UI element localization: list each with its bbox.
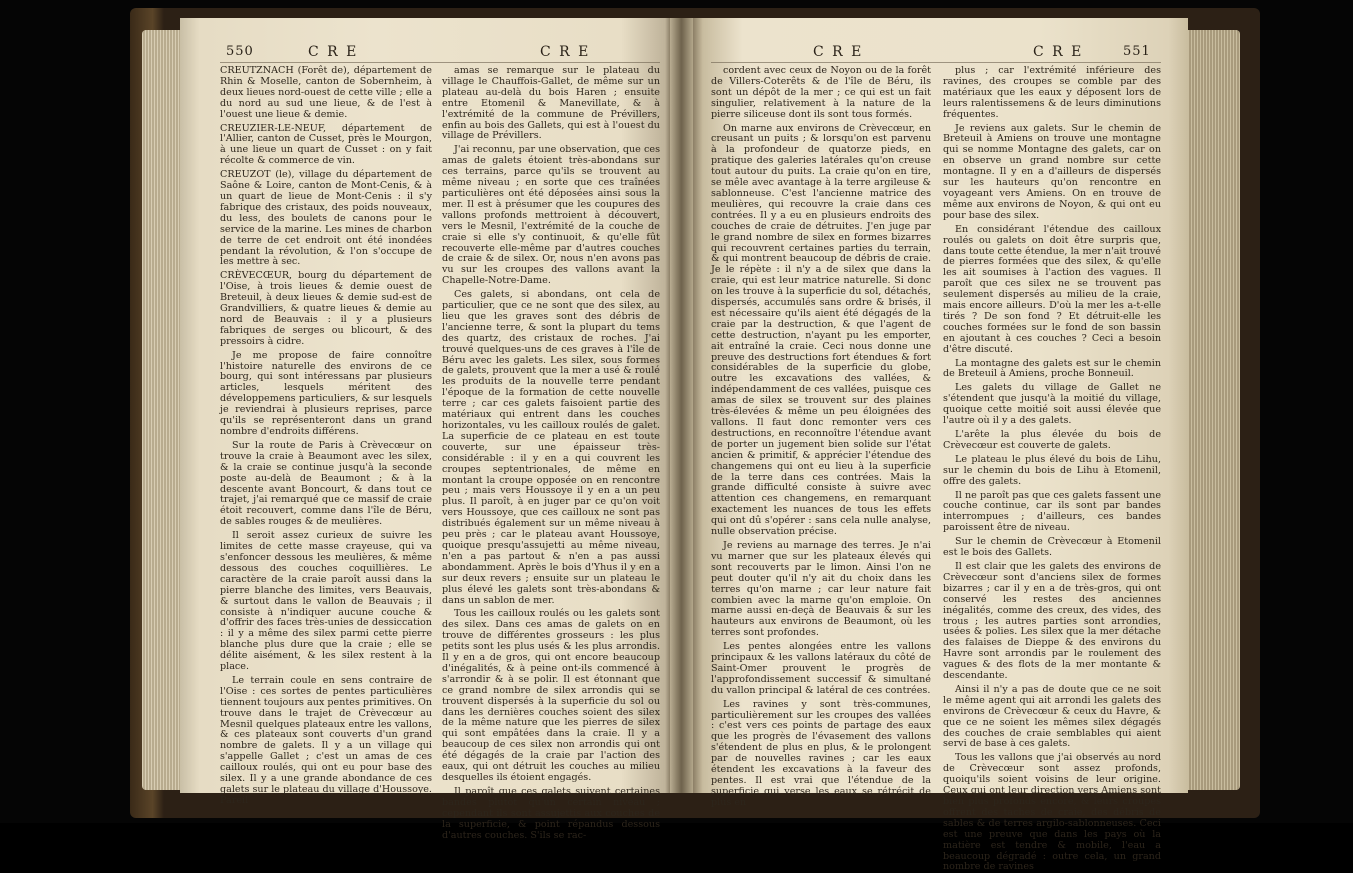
running-head-left-col1: C R E: [308, 44, 359, 60]
paragraph: J'ai reconnu, par une observation, que ces amas de galets étoient très-abondans sur ces terrains, parce qu'ils se trouvent au même niveau ; en sorte que ces traînées particulières ont été déposées ainsi sous la mer. Il est à présumer que les coupures des vallons profonds mettroient à découvert, vers le Mesnil, l'extrémité de la couche de craie si elle s'y continuoit, & qu'elle fût recouverte elle-même par d'autres couches de craie & de silex. Or, nous n'en avons pas vu sur les croupes des vallons avant la Chapelle-Notre-Dame.: [442, 144, 660, 287]
paragraph: Je reviens aux galets. Sur le chemin de Breteuil à Amiens on trouve une montagne qui se nomme Montagne des galets, car on en observe un grand nombre sur cette montagne. Il y en a d'ailleurs de dispersés sur les hauteurs qu'on rencontre en voyageant vers Amiens. On en trouve de même aux environs de Noyon, & qui ont eu pour base des silex.: [943, 122, 1161, 221]
paragraph: La montagne des galets est sur le chemin de Breteuil à Amiens, proche Bonneuil.: [943, 357, 1161, 380]
paragraph: Tous les cailloux roulés ou les galets sont des silex. Dans ces amas de galets on en trouve de différentes grosseurs : les plus petits sont les plus usés & les plus arrondis. Il y en a de gros, qui ont encore beaucoup d'inégalités, & à peine ont-ils commencé à s'arrondir & à se polir. Il est étonnant que ce grand nombre de silex arrondis qui se trouvent dispersés à la superficie du sol ou dans les dernières couches soient des silex de la même nature que les pierres de silex qui sont empâtées dans la craie. Il y a beaucoup de ces silex non arrondis qui ont été dégagés de la craie par l'action des eaux, qui ont détruit les couches au milieu desquelles ils étoient engagés.: [442, 608, 660, 783]
left-page-edges: [142, 30, 180, 790]
running-head-left-col2: C R E: [540, 44, 591, 60]
paragraph: cordent avec ceux de Noyon ou de la forêt de Villers-Coterêts & de l'île de Béru, ils sont un dépôt de la mer ; ce qui est un fait singulier, relativement à la nature de la pierre siliceuse dont ils sont tous formés.: [711, 65, 931, 120]
paragraph: Les ravines y sont très-communes, particulièrement sur les croupes des vallées : c'est vers ces points de partage des eaux que les progrès de l'évasement des vallons s'étendent de plus en plus, & le prolongent par de nouvelles ravines ; car les eaux étendent les excavations à la faveur des pentes. Il est vrai que l'étendue de la superficie qui verse les eaux se rétrécit de plus en: [711, 698, 931, 808]
right-page-column-1: [711, 65, 931, 808]
paragraph: Je me propose de faire connoître l'histoire naturelle des environs de ce bourg, qui sont intéressans par plusieurs articles, lesquels méritent des développemens particuliers, & sur lesquels je reviendrai à plusieurs reprises, parce qu'ils se représenteront dans un grand nombre d'endroits différens.: [220, 349, 432, 437]
paragraph: CREUZIER-LE-NEUF, département de l'Allier, canton de Cusset, près le Mourgon, à une lieue un quart de Cusset : on y fait récolte & commerce de vin.: [220, 122, 432, 167]
running-head-right-col2: C R E: [1033, 44, 1084, 60]
page-number-left: 550: [226, 44, 254, 59]
right-page-column-2: [943, 65, 1161, 873]
header-rule: [220, 62, 660, 63]
paragraph: Le plateau le plus élevé du bois de Lihu, sur le chemin du bois de Lihu à Etomenil, offre des galets.: [943, 453, 1161, 487]
header-rule: [711, 62, 1161, 63]
right-page: [693, 18, 1188, 873]
paragraph: Il est clair que les galets des environs de Crèvecœur sont d'anciens silex de formes bizarres ; car il y en a de très-gros, qui ont conservé les restes des anciennes inégalités, comme des creux, des vides, des trous ; les autres parties sont arrondies, usées & polies. Les silex que la mer détache des falaises de Dieppe & des environs du Havre sont arrondis par le roulement des vagues & des flots de la mer montante & descendante.: [943, 560, 1161, 682]
paragraph: CRÈVECŒUR, bourg du département de l'Oise, à trois lieues & demie ouest de Breteuil, à deux lieues & demie sud-est de Grandvilliers, & quatre lieues & demie au nord de Beauvais : il y a plusieurs fabriques de serges ou blicourt, & des pressoirs à cidre.: [220, 270, 432, 347]
paragraph: amas se remarque sur le plateau du village le Chauffois-Gallet, de même sur un plateau au-delà du bois Haren ; ensuite entre Etomenil & Manevillate, & à l'extrémité de la commune de Prévillers, enfin au bois des Gallets, qui est à l'ouest du village de Prévillers.: [442, 65, 660, 142]
paragraph: Ainsi il n'y a pas de doute que ce ne soit le même agent qui ait arrondi les galets des environs de Crèvecœur & ceux du Havre, & que ce ne soient les mêmes silex dégagés des couches de craie semblables qui aient servi de base à ces galets.: [943, 683, 1161, 750]
paragraph: En considérant l'étendue des cailloux roulés ou galets on doit être surpris que, dans toute cette étendue, la mer n'ait trouvé de pierres formées que des silex, & qu'elle les ait soumises à l'action des vagues. Il paroît que ces silex ne se trouvent pas seulement dispersés au milieu de la craie, mais encore ailleurs. D'où la mer les a-t-elle tirés ? De son fond ? Et détruit-elle les couches formées sur le fond de son bassin en ajoutant à ces couches ? Ceci a besoin d'être discuté.: [943, 223, 1161, 355]
left-page: [180, 18, 670, 841]
paragraph: Il seroit assez curieux de suivre les limites de cette masse crayeuse, qui va s'enfoncer dessous les meulières, & même dessous des couches coquillières. Le caractère de la craie paroît aussi dans la pierre blanche des limites, vers Beauvais, & surtout dans le vallon de Beauvais ; il consiste à n'indiquer aucune couche & d'offrir des faces très-unies de dessiccation : il y a même des silex parmi cette pierre blanche plus dure que la craie ; elle se délite aisément, & les silex restent à la place.: [220, 530, 432, 673]
paragraph: Le terrain coule en sens contraire de l'Oise : ces sortes de pentes particulières tiennent toujours aux pentes primitives. On trouve dans le trajet de Crèvecœur au Mesnil quelques plateaux entre les vallons, & ces plateaux sont couverts d'un grand nombre de galets. Il y a un village qui s'appelle Gallet ; c'est un amas de ces cailloux roulés, qui ont eu pour base des silex. Il y a une grande abondance de ces galets sur le plateau du village d'Houssoye. Pareil: [220, 674, 432, 806]
paragraph: Il paroît que ces galets suivent certaines bandes plutôt qu'un certain niveau ; cependant ils sont assujettis aux couches de la superficie, & point répandus dessous d'autres couches. S'ils se rac-: [442, 785, 660, 841]
book-gutter: [670, 18, 693, 793]
paragraph: plus ; car l'extrémité inférieure des ravines, des croupes se comble par des matériaux que les eaux y déposent lors de leurs ralentissemens & de leurs diminutions fréquentes.: [943, 65, 1161, 120]
running-head-right-col1: C R E: [813, 44, 864, 60]
paragraph: CREUZOT (le), village du département de Saône & Loire, canton de Mont-Cenis, & à un quart de lieue de Mont-Cenis : il s'y fabrique des cristaux, des poids nouveaux, du less, des boulets de canons pour le service de la marine. Les mines de charbon de terre de cet endroit ont été inondées pendant la révolution, & l'on s'occupe de les mettre à sec.: [220, 169, 432, 268]
paragraph: Les galets du village de Gallet ne s'étendent que jusqu'à la moitié du village, quoique cette moitié soit aussi élevée que l'autre où il y a des galets.: [943, 382, 1161, 427]
page-number-right: 551: [1123, 44, 1151, 59]
right-page-edges: [1188, 30, 1240, 790]
paragraph: Sur le chemin de Crèvecœur à Etomenil est le bois des Gallets.: [943, 536, 1161, 559]
left-page-column-1: [220, 65, 432, 806]
paragraph: Ces galets, si abondans, ont cela de particulier, que ce ne sont que des silex, au lieu que les graves sont des débris de l'ancienne terre, & sont la plupart du tems des quartz, des cristaux de roches. J'ai trouvé quelques-uns de ces graves à l'île de Béru avec les galets. Les silex, sous formes de galets, prouvent que la mer a usé & roulé les produits de la nouvelle terre pendant l'époque de la formation de cette nouvelle terre ; car ces galets faisoient partie des matériaux qui entrent dans les couches horizontales, vu les cailloux roulés de galet. La superficie de ce plateau en est toute couverte, sur une épaisseur très-considérable : il y en a qui couvrent les croupes septentrionales, de même en montant la croupe opposée on en rencontre peu ; mais vers Houssoye il y en a un peu plus. Il paroît, à en juger par ce qu'on voit vers Houssoye, que ces cailloux ne sont pas distribués également sur un même niveau à peu près ; car le plateau avant Houssoye, quoique presqu'assujetti au même niveau, n'en a pas partout & n'en a pas aussi abondamment. Après le bois d'Yhus il y en a sur deux revers ; ensuite sur un plateau le plus élevé les galets sont très-abondans & dans un sablon de mer.: [442, 289, 660, 606]
paragraph: Il ne paroît pas que ces galets fassent une couche continue, car ils sont par bandes interrompues ; d'ailleurs, ces bandes paroissent être de niveau.: [943, 489, 1161, 534]
paragraph: Sur la route de Paris à Crèvecœur on trouve la craie à Beaumont avec les silex, & la craie se continue jusqu'à la seconde poste au-delà de Beaumont ; & à la descente avant Boncourt, & dans tout ce trajet, j'ai remarqué que ce massif de craie étoit recouvert, comme dans l'île de Béru, de sables rouges & de meulières.: [220, 439, 432, 528]
paragraph: Tous les vallons que j'ai observés au nord de Crèvecœur sont assez profonds, quoiqu'ils soient voisins de leur origine. Ceux qui ont leur direction vers Amiens sont bien plus profonds encore, & leurs croupes offrent des taches de craie, des débris de sables & de terres argilo-sablonneuses. Ceci est une preuve que dans les pays où la matière est tendre & mobile, l'eau a beaucoup dégradé : outre cela, un grand nombre de ravines: [943, 752, 1161, 873]
paragraph: CREUTZNACH (Forêt de), département de Rhin & Moselle, canton de Sobernheim, à deux lieues nord-ouest de cette ville ; elle a du nord au sud une lieue, & de l'est à l'ouest une lieue & demie.: [220, 65, 432, 120]
paragraph: Les pentes alongées entre les vallons principaux & les vallons latéraux du côté de Saint-Omer prouvent le progrès de l'approfondissement successif & simultané du vallon principal & latéral de ces contrées.: [711, 641, 931, 696]
paragraph: L'arête la plus élevée du bois de Crèvecœur est couverte de galets.: [943, 429, 1161, 451]
paragraph: On marne aux environs de Crèvecœur, en creusant un puits ; & lorsqu'on est parvenu à la profondeur de quatorze pieds, en pratique des galeries latérales qu'on creuse tout autour du puits. La craie qu'on en tire, se mêle avec avantage à la terre argileuse & sablonneuse. C'est l'ancienne matrice des meulières, qui recouvre la craie dans ces contrées. Il y a eu en plusieurs endroits des couches de craie de détruites. J'en juge par le grand nombre de silex en formes bizarres qui recouvrent certaines parties du terrain, & qui montrent beaucoup de débris de craie. Je le répète : il n'y a de silex que dans la craie, qui est leur matrice naturelle. Si donc on les trouve à la superficie du sol, détachés, dispersés, accumulés sans ordre & brisés, il est nécessaire qu'ils aient été dégagés de la craie par la destruction, & que l'agent de cette destruction, n'ayant pu les emporter, ait entraîné la craie. Ceci nous donne une preuve des destructions fort étendues & fort considérables de la superficie du globe, outre les excavations des vallées, & indépendamment de ces vallées, puisque ces amas de silex se trouvent sur des plaines très-élevées & même un peu éloignées des vallons. Il faut donc remonter vers ces destructions, en reconnoître l'étendue avant de porter un jugement bien solide sur l'état ancien & primitif, & apprécier l'étendue des changemens qui ont eu lieu à la superficie de la terre dans ces contrées. Mais la grande difficulté consiste à suivre avec attention ces changemens, en remarquant exactement les nuances de tous les effets qui ont dû s'opérer : sans cela nulle analyse, nulle observation précise.: [711, 122, 931, 538]
left-page-column-2: [442, 65, 660, 841]
paragraph: Je reviens au marnage des terres. Je n'ai vu marner que sur les plateaux élevés qui sont recouverts par le limon. Ainsi l'on ne peut douter qu'il n'y ait du choix dans les terres qu'on marne ; car leur nature fait combien avec la marne qu'on emploie. On marne aussi en-deçà de Beauvais & sur les hauteurs aux environs de Beaumont, où les terres sont profondes.: [711, 539, 931, 639]
